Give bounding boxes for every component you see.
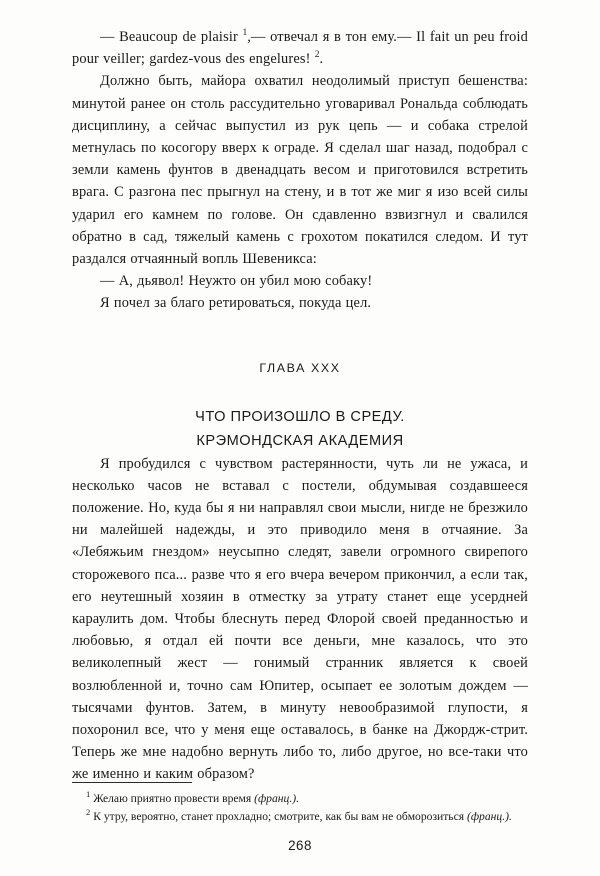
par1-text-mid: ,— отвечал я в тон ему.— Il fait un peu froid pour veiller; gardez-vous des engelures!	[72, 29, 528, 68]
footnote-1-text: Желаю приятно провести время	[93, 792, 255, 805]
text-column	[72, 26, 528, 786]
paragraph-exclamation: — А, дьявол! Неужто он убил мою собаку!	[100, 273, 373, 290]
footnote-ref-2: 2	[314, 50, 320, 61]
footnote-1-marker: 1	[86, 789, 91, 800]
paragraph-retreat: Я почел за благо ретироваться, покуда цел.	[100, 295, 372, 312]
footnote-ref-1: 1	[242, 28, 248, 39]
page-number: 268	[288, 838, 312, 853]
par1-text-before: — Beaucoup de plaisir	[100, 29, 243, 45]
chapter-heading-block	[72, 361, 528, 453]
paragraph-dialogue-french	[72, 26, 528, 70]
footnotes-block	[72, 790, 528, 825]
footnote-1-source: (франц.).	[254, 792, 299, 805]
paragraph-major-dog: Должно быть, майора охватил неодолимый приступ бешенства: минутой ранее он столь рассудительно уговаривал Рональда соблюдать дисциплину, а сейчас выпустил из рук цепь — и собака стрелой метнулась по косогору вверх к ограде. Я сделал шаг назад, подобрал с земли камень фунтов в двенадцать весом и приготовился встретить врага. С разгона пес прыгнул на стену, и в тот же миг я изо всей силы ударил его камнем по голове. Он сдавленно взвизгнул и свалился обратно в сад, тяжелый камень с грохотом покатился следом. И тут раздался отчаянный вопль Шевеникса:	[72, 73, 528, 268]
chapter-number: ГЛАВА XXX	[259, 360, 341, 375]
paragraph-awakening: Я пробудился с чувством растерянности, чуть ли не ужаса, и несколько часов не вставал с постели, обдумывая создавшееся положение. Но, куда бы я ни направлял свои мысли, нигде не брезжило ни малейшей надежды, и это приводило меня в отчаяние. За «Лебяжьим гнездом» неусыпно следят, завели огромного свирепого сторожевого пса... разве что я его вчера вечером прикончил, а если так, его неутешный хозяин в отместку за утрату станет еще усердней караулить дом. Чтобы блеснуть перед Флорой своей преданностью и любовью, я отдал ей почти все деньги, мне казалось, что это великолепный жест — гонимый странник является к своей возлюбленной и, точно сам Юпитер, осыпает ее золотым дождем — тысячами фунтов. Затем, в минуту невообразимой глупости, я похоронил все, что у меня еще оставалось, в банке на Джордж-стрит. Теперь же мне надобно вернуть либо то, либо другое, но все-таки что же именно и каким образом?	[72, 455, 528, 783]
footnote-2-text: К утру, вероятно, станет прохладно; смотрите, как бы вам не обморозиться	[93, 809, 467, 823]
footnote-separator-rule	[72, 782, 192, 783]
footnote-2-marker: 2	[86, 806, 91, 817]
footnote-2-source: (франц.).	[466, 809, 512, 823]
chapter-title-line-1: ЧТО ПРОИЗОШЛО В СРЕДУ.	[195, 408, 405, 425]
chapter-title-line-2: КРЭМОНДСКАЯ АКАДЕМИЯ	[196, 432, 404, 449]
footnote-2	[72, 808, 528, 826]
footnote-1	[72, 790, 528, 808]
par1-text-after: .	[319, 51, 324, 68]
